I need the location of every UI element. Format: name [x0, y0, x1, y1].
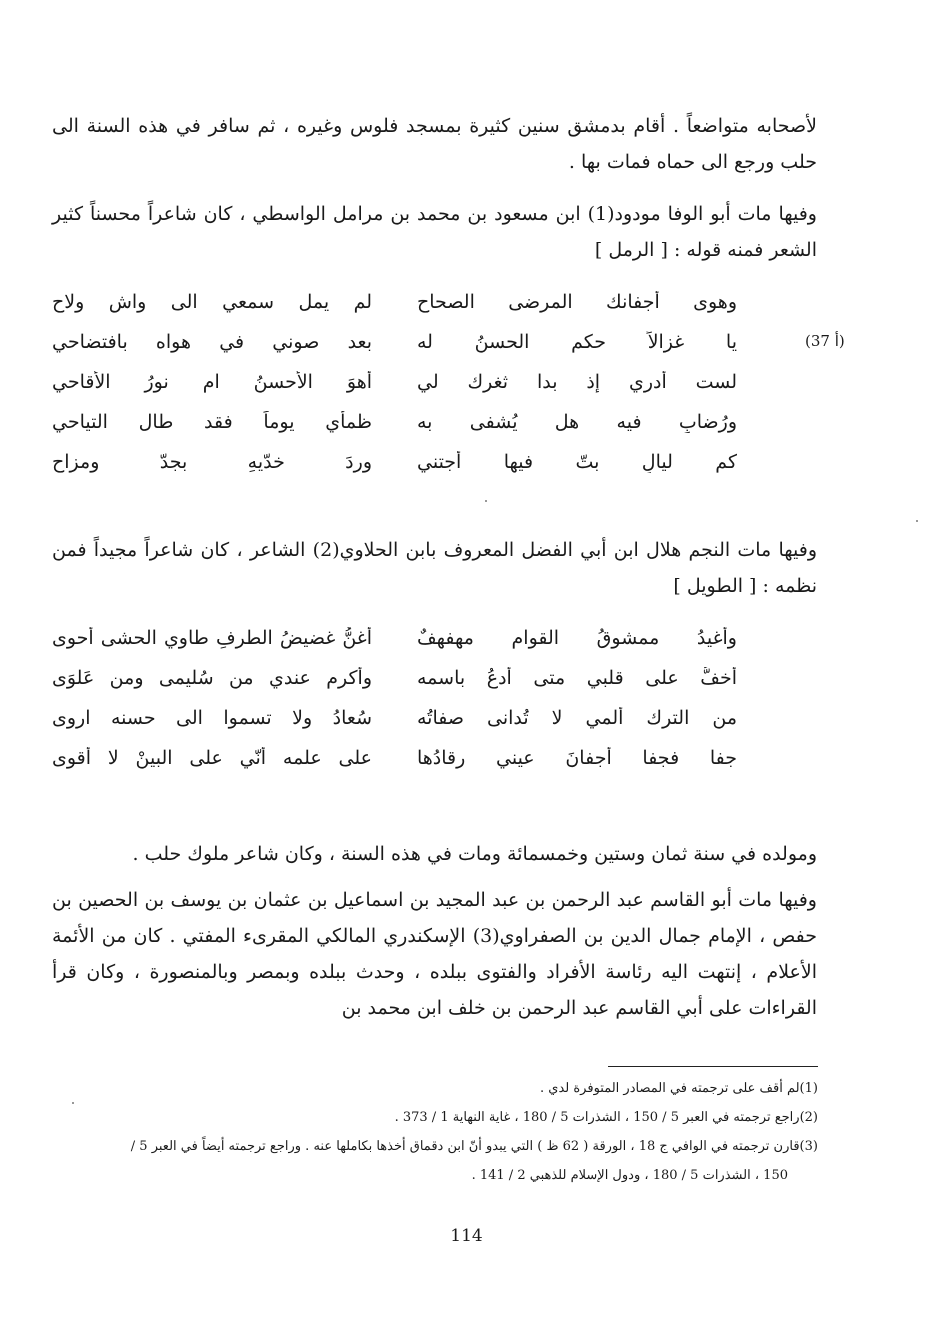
verse-hemistich-left: أهوَ الأحسنُ ام نورُ الأقاحي [52, 371, 372, 393]
footnote-1: (1)لم أقف على ترجمته في المصادر المتوفرة لدي . [540, 1081, 818, 1096]
verse-hemistich-right: ورُضابٍ فيه هل يُشفى به [417, 411, 737, 433]
paragraph-abu-al-wafa: وفيها مات أبو الوفا مودود(1) ابن مسعود بن محمد بن مرامل الواسطي ، كان شاعراً محسناً كثير الشعر فمنه قوله : [ الرمل ] [52, 203, 817, 261]
verse-hemistich-left: سُعادُ ولا تسموا الى حسنه اروى [52, 707, 372, 729]
verse-hemistich-right: جفا فجفا أجفانَ عيني رقادُها [417, 747, 737, 769]
verse-hemistich-right: من الترك ألمي لا تُدانى صفاتُه [417, 707, 737, 729]
footnote-2: (2)راجع ترجمته في العبر 5 / 150 ، الشذرات 5 / 180 ، غاية النهاية 1 / 373 . [394, 1110, 818, 1125]
verse [52, 282, 817, 322]
verse-hemistich-right: وأغيدُ ممشوقُ القوام مهفهفٌ [417, 627, 737, 649]
page-number: 114 [450, 1226, 483, 1246]
scan-speck [916, 520, 918, 522]
verse [52, 322, 817, 362]
verse-hemistich-left: لم يمل سمعي الى واش ولاحِ [52, 291, 372, 313]
verse [52, 738, 817, 778]
verse-hemistich-left: أغنُّ غضيضُ الطرفِ طاوي الحشى أحوى [52, 627, 372, 649]
verse-hemistich-right: كم ليالٍ بتّ فيها أجتني [417, 451, 737, 473]
paragraph-al-halawi: وفيها مات النجم هلال ابن أبي الفضل المعروف بابن الحلاوي(2) الشاعر ، كان شاعراً مجيداً فمن نظمه : [ الطويل ] [52, 539, 817, 597]
verse [52, 362, 817, 402]
verse-hemistich-left: على علمه أنّي على البينْ لا أقوى [52, 747, 372, 769]
verse [52, 618, 817, 658]
footnotes [40, 1074, 818, 1190]
paragraph-al-safrawi: وفيها مات أبو القاسم عبد الرحمن بن عبد المجيد بن اسماعيل بن عثمان بن يوسف بن الحصين بن حفص ، الإمام جمال الدين بن الصفراوي(3) الإسكندري المالكي المقرىء المفتي . كان من الأئمة الأعلام ، إنتهت اليه رئاسة الأفراد والفتوى ببلده ، وحدث ببلده وبمصر وبالمنصورة ، وكان قرأ القراءات على أبي القاسم عبد الرحمن بن خلف ابن محمد بن [52, 889, 818, 1019]
paragraph-birth: ومولده في سنة ثمان وستين وخمسمائة ومات في هذه السنة ، وكان شاعر ملوك حلب . [132, 843, 817, 865]
manuscript-folio-marker: (37 أ) [805, 332, 845, 350]
footnote-3: (3)قارن ترجمته في الوافي ج 18 ، الورقة ( 62 ظ ) التي يبدو أنّ ابن دقماق أخذها بكاملها عنه . وراجع ترجمته أيضاً في العبر 5 / [130, 1139, 818, 1154]
verse-hemistich-left: بعد صوني في هواه بافتضاحي [52, 331, 372, 353]
scan-speck [485, 500, 487, 502]
poem-ramal [52, 282, 817, 482]
verse-hemistich-right: لست أدري إذ بدا ثغرك لي [417, 371, 737, 393]
paragraph-continuation: لأصحابه متواضعاً . أقام بدمشق سنين كثيرة بمسجد فلوس وغيره ، ثم سافر في هذه السنة الى حلب ورجع الى حماه فمات بها . [52, 115, 817, 173]
verse [52, 402, 817, 442]
footnote-3-continuation: 150 ، الشذرات 5 / 180 ، ودول الإسلام للذهبي 2 / 141 . [471, 1168, 788, 1183]
verse-hemistich-right: يا غزالاً حكم الحسنُ له [417, 331, 737, 353]
verse-hemistich-right: وهوى أجفانك المرضى الصحاحِ [417, 291, 737, 313]
verse [52, 658, 817, 698]
verse-hemistich-left: وأكرم عندي من سُليمى ومن عَلوَى [52, 667, 372, 689]
verse-hemistich-right: أخفُّ على قلبي متى أدعُ باسمه [417, 667, 737, 689]
verse-hemistich-left: ظمأي يوماً فقد طال التياحي [52, 411, 372, 433]
footnote-divider [608, 1066, 818, 1067]
verse-hemistich-left: وردَ خدّيهِ بجدّ ومزاحِ [52, 451, 372, 473]
verse [52, 698, 817, 738]
verse [52, 442, 817, 482]
scan-speck [72, 1102, 74, 1104]
poem-tawil [52, 618, 817, 778]
